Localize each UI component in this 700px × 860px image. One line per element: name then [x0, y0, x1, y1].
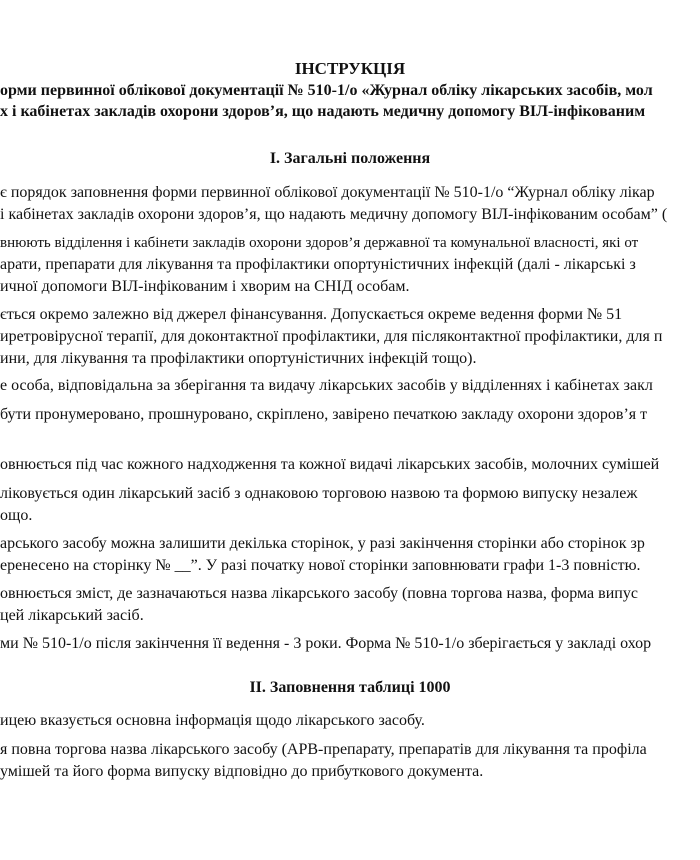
- paragraph-line: еренесено на сторінку № __”. У разі початку нової сторінки заповнювати графи 1-3 повністю.: [0, 557, 641, 574]
- paragraph-line: ми № 510-1/о після закінчення її ведення - 3 роки. Форма № 510-1/о зберігається у закладі охор: [0, 635, 652, 652]
- section-heading-table: II. Заповнення таблиці 1000: [249, 679, 451, 696]
- paragraph-line: є порядок заповнення форми первинної облікової документації № 510-1/о “Журнал обліку лікар: [0, 184, 655, 201]
- paragraph-line: цей лікарський засіб.: [0, 607, 144, 624]
- paragraph-line: внюють відділення і кабінети закладів охорони здоров’я державної та комунальної власності, які от: [0, 235, 639, 251]
- paragraph-line: ється окремо залежно від джерел фінансування. Допускається окреме ведення форми № 51: [0, 306, 623, 323]
- document-subtitle-line: орми первинної облікової документації № 510-1/о «Журнал обліку лікарських засобів, мол: [0, 82, 653, 99]
- paragraph-line: овнюється під час кожного надходження та кожної видачі лікарських засобів, молочних сумішей: [0, 456, 660, 473]
- paragraph-line: овнюється зміст, де зазначаються назва лікарського засобу (повна торгова назва, форма випус: [0, 585, 638, 602]
- paragraph-line: бути пронумеровано, прошнуровано, скріплено, завірено печаткою закладу охорони здоров’я т: [0, 406, 648, 423]
- paragraph-line: ліковується один лікарський засіб з однаковою торговою назвою та формою випуску незалеж: [0, 485, 638, 502]
- paragraph-line: я повна торгова назва лікарського засобу (АРВ-препарату, препаратів для лікування та профіла: [0, 741, 647, 758]
- paragraph-line: умішей та його форма випуску відповідно до прибуткового документа.: [0, 763, 484, 780]
- paragraph-line: арського засобу можна залишити декілька сторінок, у разі закінчення сторінки або сторінок зр: [0, 535, 645, 552]
- document-subtitle-line: х і кабінетах закладів охорони здоров’я, що надають медичну допомогу ВІЛ-інфікованим: [0, 103, 646, 120]
- document-title: ІНСТРУКЦІЯ: [294, 59, 406, 78]
- paragraph-line: ичної допомоги ВІЛ-інфікованим і хворим на СНІД особам.: [0, 278, 410, 295]
- paragraph-line: иретровірусної терапії, для доконтактної профілактики, для післяконтактної профілактики, для п: [0, 328, 663, 345]
- section-heading-general: I. Загальні положення: [269, 150, 431, 167]
- paragraph-line: е особа, відповідальна за зберігання та видачу лікарських засобів у відділеннях і кабінетах закл: [0, 377, 653, 394]
- paragraph-line: і кабінетах закладів охорони здоров’я, що надають медичну допомогу ВІЛ-інфікованим особам” (: [0, 206, 668, 223]
- paragraph-line: арати, препарати для лікування та профілактики опортуністичних інфекцій (далі - лікарські з: [0, 256, 636, 273]
- paragraph-line: ини, для лікування та профілактики опортуністичних інфекцій тощо).: [0, 350, 477, 367]
- paragraph-line: ощо.: [0, 507, 33, 524]
- paragraph-line: ицею вказується основна інформація щодо лікарського засобу.: [0, 712, 425, 729]
